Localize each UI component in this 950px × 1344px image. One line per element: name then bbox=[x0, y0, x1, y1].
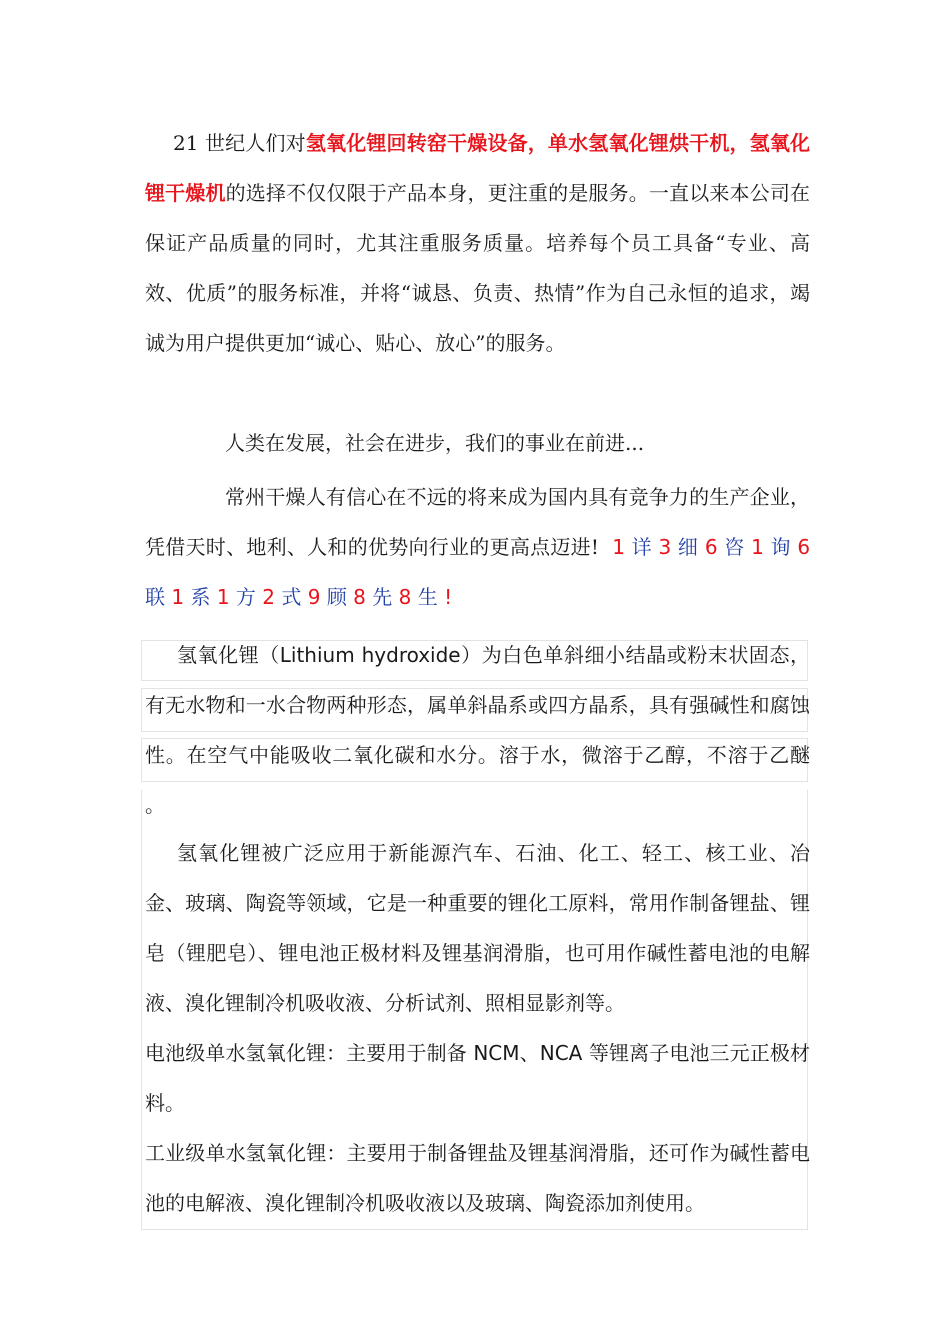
contact-segment: 6 bbox=[797, 535, 811, 559]
intro-body: 的选择不仅仅限于产品本身，更注重的是服务。一直以来本公司在保证产品质量的同时，尤其注重服务质量。培养每个员工具备“专业、高效、优质”的服务标准，并将“诚恳、负责、热情”作为自己永恒的追求，竭诚为用户提供更加“诚心、贴心、放心”的服务。 bbox=[145, 181, 810, 355]
definition-prefix: 氢氧化锂（ bbox=[177, 643, 280, 667]
contact-segment: 6 bbox=[704, 535, 718, 559]
contact-segment: 生 bbox=[417, 585, 438, 609]
slogan-2: 常州干燥人有信心在不远的将来成为国内具有竞争力的生产企业，凭借天时、地利、人和的优势向行业的更高点迈进! bbox=[145, 485, 810, 559]
contact-segment: 细 bbox=[677, 535, 699, 559]
slogan-1: 人类在发展，社会在进步，我们的事业在前进... bbox=[225, 431, 645, 455]
battery-grade-rest: 等锂离子电池三元正极材料。 bbox=[145, 1041, 811, 1115]
slogan-paragraph-2 bbox=[145, 472, 810, 622]
slogan-paragraph-1 bbox=[145, 418, 810, 468]
contact-segment: 先 bbox=[372, 585, 393, 609]
battery-grade-prefix: 电池级单水氢氧化锂：主要用于制备 bbox=[145, 1041, 474, 1065]
contact-segment: 9 bbox=[307, 585, 321, 609]
contact-segment: ! bbox=[444, 585, 453, 609]
contact-segment: 顾 bbox=[326, 585, 347, 609]
contact-segment: 方 bbox=[235, 585, 256, 609]
product-keywords: 氢氧化锂回转窑干燥设备，单水氢氧化锂烘干机，氢氧化锂干燥机 bbox=[145, 131, 811, 205]
contact-segment: 3 bbox=[658, 535, 672, 559]
definition-en: Lithium hydroxide bbox=[279, 643, 461, 667]
contact-segment: 1 bbox=[171, 585, 185, 609]
applications-text: 氢氧化锂被广泛应用于新能源汽车、石油、化工、轻工、核工业、冶金、玻璃、陶瓷等领域，它是一种重要的锂化工原料，常用作制备锂盐、锂皂（锂肥皂）、锂电池正极材料及锂基润滑脂，也可用作碱性蓄电池的电解液、溴化锂制冷机吸收液、分析试剂、照相显影剂等。 bbox=[145, 841, 810, 1015]
contact-segment: 详 bbox=[631, 535, 652, 559]
intro-paragraph bbox=[145, 118, 810, 368]
contact-segment: 8 bbox=[353, 585, 366, 609]
contact-segment: 1 bbox=[751, 535, 764, 559]
contact-segment: 式 bbox=[281, 585, 302, 609]
contact-segment: 8 bbox=[398, 585, 412, 609]
contact-segment: 2 bbox=[262, 585, 275, 609]
contact-segment: 询 bbox=[770, 535, 791, 559]
definition-rest: ）为白色单斜细小结晶或粉末状固态，有无水物和一水合物两种形态，属单斜晶系或四方晶系，具有强碱性和腐蚀性。在空气中能吸收二氧化碳和水分。溶于水，微溶于乙醇，不溶于乙醚 。 bbox=[145, 643, 811, 817]
contact-segment: 联 bbox=[145, 585, 165, 609]
contact-segment: 1 bbox=[216, 585, 230, 609]
contact-segment: 系 bbox=[190, 585, 211, 609]
battery-grade-en: NCM、NCA bbox=[473, 1041, 583, 1065]
lioh-applications bbox=[145, 828, 810, 1228]
contact-segment: 咨 bbox=[724, 535, 745, 559]
contact-segment: 1 bbox=[612, 535, 625, 559]
intro-lead: 21 世纪人们对 bbox=[173, 131, 306, 155]
lioh-definition bbox=[145, 630, 810, 830]
industrial-grade-text: 工业级单水氢氧化锂：主要用于制备锂盐及锂基润滑脂，还可作为碱性蓄电池的电解液、溴化锂制冷机吸收液以及玻璃、陶瓷添加剂使用。 bbox=[145, 1141, 810, 1215]
